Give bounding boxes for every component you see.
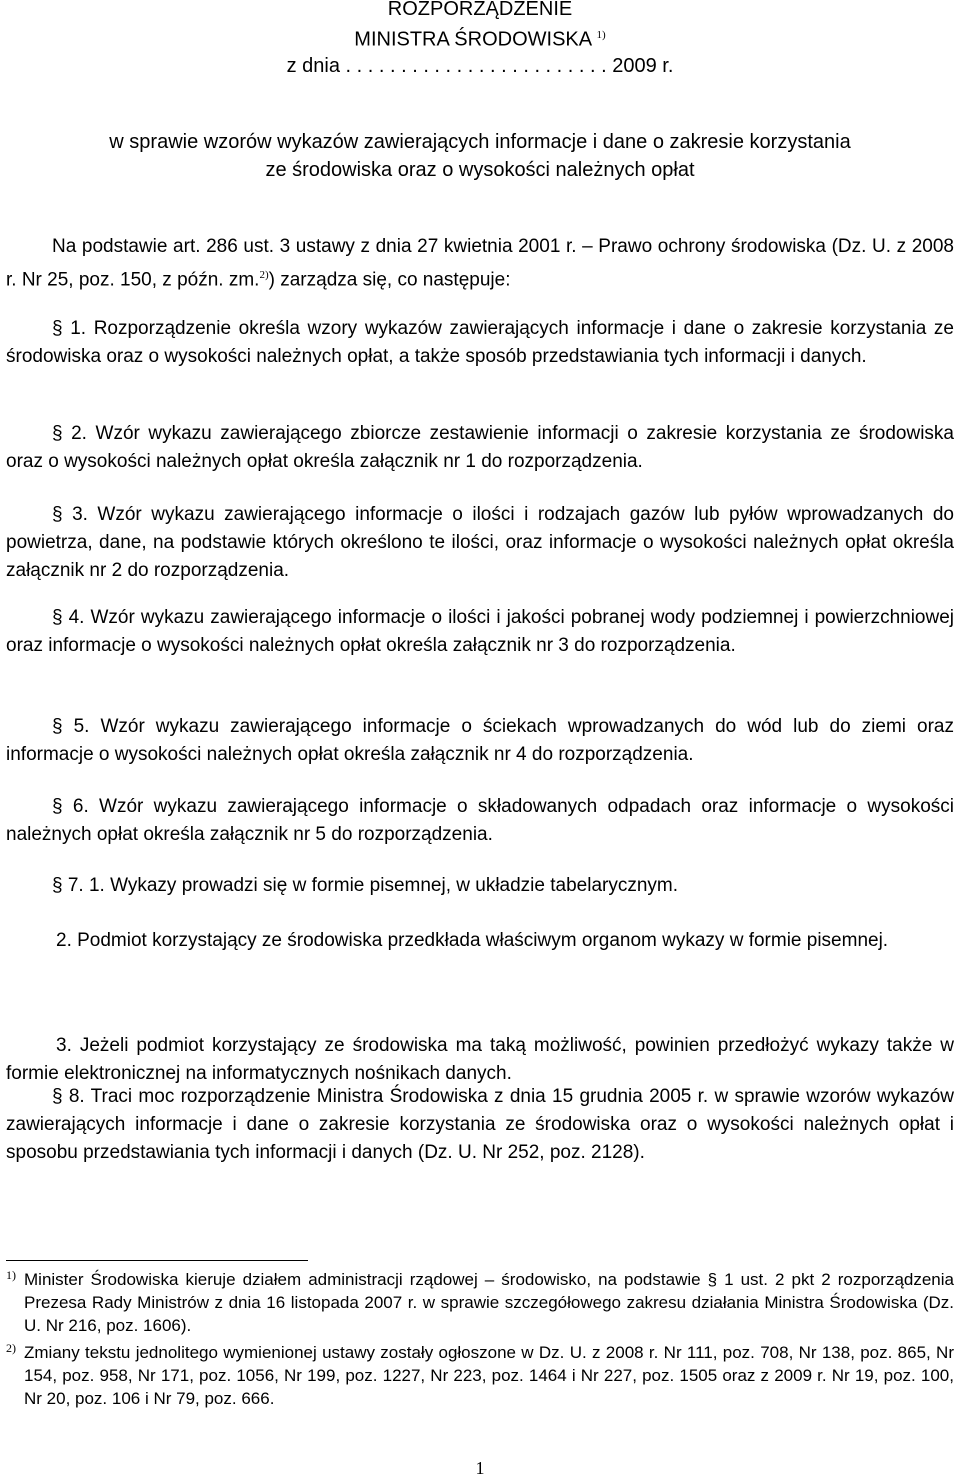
preamble <box>6 233 954 294</box>
footnote-1-mark: 1) <box>6 1268 16 1282</box>
footnote-separator <box>6 1260 308 1261</box>
paragraph-6: § 6. Wzór wykazu zawierającego informacje o składowanych odpadach oraz informacje o wysokości należnych opłat określa załącznik nr 5 do rozporządzenia. <box>6 796 954 845</box>
paragraph-8: § 8. Traci moc rozporządzenie Ministra Środowiska z dnia 15 grudnia 2005 r. w sprawie wzorów wykazów zawierających informacje i dane o zakresie korzystania ze środowiska oraz o wysokości należnych opłat i sposobu przedstawiania tych informacji i danych (Dz. U. Nr 252, poz. 2128). <box>6 1086 954 1163</box>
heading-date: z dnia . . . . . . . . . . . . . . . . . . . . . . . . 2009 r. <box>286 54 674 77</box>
heading-ministry-text: MINISTRA ŚRODOWISKA <box>354 28 591 51</box>
heading-ministry <box>6 22 954 53</box>
paragraph-5: § 5. Wzór wykazu zawierającego informacje o ściekach wprowadzanych do wód lub do ziemi oraz informacje o wysokości należnych opłat określa załącznik nr 4 do rozporządzenia. <box>6 716 954 765</box>
footnote-2 <box>6 1341 954 1410</box>
document-title <box>6 128 954 184</box>
paragraph-4: § 4. Wzór wykazu zawierającego informacje o ilości i jakości pobranej wody podziemnej i powierzchniowej oraz informacje o wysokości należnych opłat określa załącznik nr 3 do rozporządzenia. <box>6 607 954 656</box>
paragraph-7-2: 2. Podmiot korzystający ze środowiska przedkłada właściwym organom wykazy w formie pisemnej. <box>56 930 889 951</box>
heading-regulation: ROZPORZĄDZENIE <box>387 0 573 20</box>
footnote-2-text: Zmiany tekstu jednolitego wymienionej ustawy zostały ogłoszone w Dz. U. z 2008 r. Nr 111, poz. 708, Nr 138, poz. 865, Nr 154, poz. 958, Nr 171, poz. 1056, Nr 199, poz. 1227, Nr 223, poz. 1464 i Nr 227, poz. 1505 oraz z 2009 r. Nr 19, poz. 100, Nr 20, poz. 106 i Nr 79, poz. 666. <box>24 1343 954 1408</box>
page-number: 1 <box>475 1458 485 1478</box>
paragraph-7-1: § 7. 1. Wykazy prowadzi się w formie pisemnej, w układzie tabelarycznym. <box>52 875 679 896</box>
paragraph-3: § 3. Wzór wykazu zawierającego informacje o ilości i rodzajach gazów lub pyłów wprowadzanych do powietrza, dane, na podstawie których określono te ilości, oraz informacje o wysokości należnych opłat określa załącznik nr 2 do rozporządzenia. <box>6 504 954 581</box>
preamble-text-end: ) zarządza się, co następuje: <box>268 269 511 291</box>
preamble-text: Na podstawie art. 286 ust. 3 ustawy z dnia 27 kwietnia 2001 r. – Prawo ochrony środowiska (Dz. U. z 2008 r. Nr 25, poz. 150, z późn. zm. <box>6 236 954 291</box>
footnote-1 <box>6 1268 954 1337</box>
footnote-ref-1: 1) <box>596 29 606 41</box>
footnote-ref-2: 2) <box>259 269 269 281</box>
footnote-2-mark: 2) <box>6 1341 16 1355</box>
paragraph-2: § 2. Wzór wykazu zawierającego zbiorcze zestawienie informacji o zakresie korzystania ze środowiska oraz o wysokości należnych opłat określa załącznik nr 1 do rozporządzenia. <box>6 423 954 472</box>
title-line-2: ze środowiska oraz o wysokości należnych opłat <box>265 159 695 181</box>
title-line-1: w sprawie wzorów wykazów zawierających informacje i dane o zakresie korzystania <box>109 131 851 153</box>
paragraph-7-3: 3. Jeżeli podmiot korzystający ze środowiska ma taką możliwość, powinien przedłożyć wykazy także w formie elektronicznej na informatycznych nośnikach danych. <box>6 1035 954 1084</box>
paragraph-1: § 1. Rozporządzenie określa wzory wykazów zawierających informacje i dane o zakresie korzystania ze środowiska oraz o wysokości należnych opłat, a także sposób przedstawiania tych informacji i danych. <box>6 318 954 367</box>
document-heading <box>6 0 954 79</box>
footnote-1-text: Minister Środowiska kieruje działem administracji rządowej – środowisko, na podstawie § 1 ust. 2 pkt 2 rozporządzenia Prezesa Rady Ministrów z dnia 16 listopada 2007 r. w sprawie szczegółowego zakresu działania Ministra Środowiska (Dz. U. Nr 216, poz. 1606). <box>24 1270 954 1335</box>
